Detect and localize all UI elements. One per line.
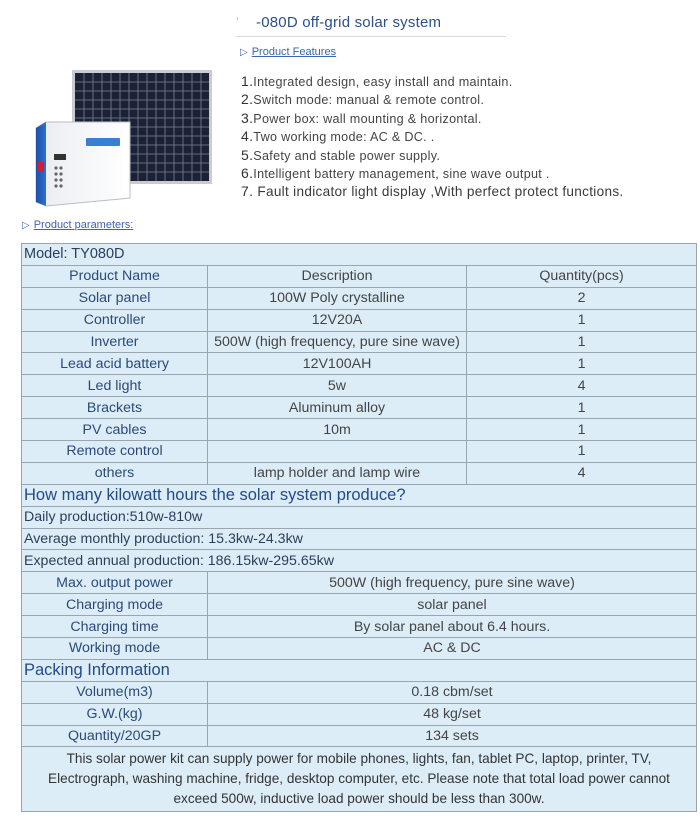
product-features-list	[241, 72, 624, 201]
product-parameters-label: Product parameters:	[33, 219, 134, 231]
feature-item: 2.Switch mode: manual & remote control.	[241, 91, 485, 108]
packing-row: Quantity/20GP 134 sets	[22, 725, 697, 747]
header-description: Description	[208, 265, 467, 287]
spec-row: Charging mode solar panel	[22, 594, 697, 616]
product-parameters-link[interactable]	[22, 219, 133, 231]
spec-row: Charging time By solar panel about 6.4 hours.	[22, 616, 697, 638]
title-fragment: '	[236, 14, 240, 31]
monthly-production-row: Average monthly production: 15.3kw-24.3kw	[22, 528, 697, 550]
usage-note: This solar power kit can supply power for mobile phones, lights, fan, tablet PC, laptop, printer, TV, Electrograph, washing machine, fridge, desktop computer, etc. Please note that total load power cannot exceed 500w, inductive load power should be less than 300w.	[22, 747, 697, 812]
table-row: others lamp holder and lamp wire 4	[22, 462, 697, 484]
annual-production-row: Expected annual production: 186.15kw-295.65kw	[22, 550, 697, 572]
header-product-name: Product Name	[22, 265, 208, 287]
table-row: Lead acid battery 12V100AH 1	[22, 353, 697, 375]
table-row: Inverter 500W (high frequency, pure sine wave) 1	[22, 331, 697, 353]
table-row: Led light 5w 4	[22, 375, 697, 397]
product-features-link[interactable]	[240, 46, 336, 58]
model-row	[22, 244, 697, 266]
table-row: Brackets Aluminum alloy 1	[22, 397, 697, 419]
page-title	[236, 14, 506, 37]
table-row: Remote control 1	[22, 441, 697, 463]
note-row	[22, 747, 697, 812]
packing-heading-row	[22, 659, 697, 681]
feature-item: 4.Two working mode: AC & DC. .	[241, 128, 435, 145]
product-features-label: Product Features	[251, 46, 337, 58]
title-text: -080D off-grid solar system	[256, 14, 442, 31]
feature-item: 7. Fault indicator light display ,With perfect protect functions.	[241, 183, 624, 200]
table-header-row	[22, 265, 697, 287]
spec-row: Max. output power 500W (high frequency, pure sine wave)	[22, 572, 697, 594]
kwh-heading: How many kilowatt hours the solar system produce?	[22, 484, 697, 506]
feature-item: 3.Power box: wall mounting & horizontal.	[241, 109, 482, 126]
feature-item: 5.Safety and stable power supply.	[241, 146, 441, 163]
power-box	[36, 122, 130, 206]
packing-row: Volume(m3) 0.18 cbm/set	[22, 681, 697, 703]
header-quantity: Quantity(pcs)	[467, 265, 697, 287]
specs-table	[21, 243, 697, 812]
triangle-right-icon: ▷	[240, 47, 248, 58]
spec-row: Working mode AC & DC	[22, 638, 697, 660]
packing-row: G.W.(kg) 48 kg/set	[22, 703, 697, 725]
table-row: PV cables 10m 1	[22, 419, 697, 441]
triangle-right-icon: ▷	[22, 220, 30, 231]
packing-heading: Packing Information	[22, 659, 697, 681]
kwh-heading-row	[22, 484, 697, 506]
product-image	[28, 66, 218, 214]
daily-production-row: Daily production:510w-810w	[22, 506, 697, 528]
feature-item: 1.Integrated design, easy install and maintain.	[241, 73, 513, 89]
feature-item: 6.Intelligent battery management, sine wave output .	[241, 164, 550, 181]
model-label: Model: TY080D	[22, 244, 697, 266]
table-row: Controller 12V20A 1	[22, 309, 697, 331]
table-row: Solar panel 100W Poly crystalline 2	[22, 287, 697, 309]
